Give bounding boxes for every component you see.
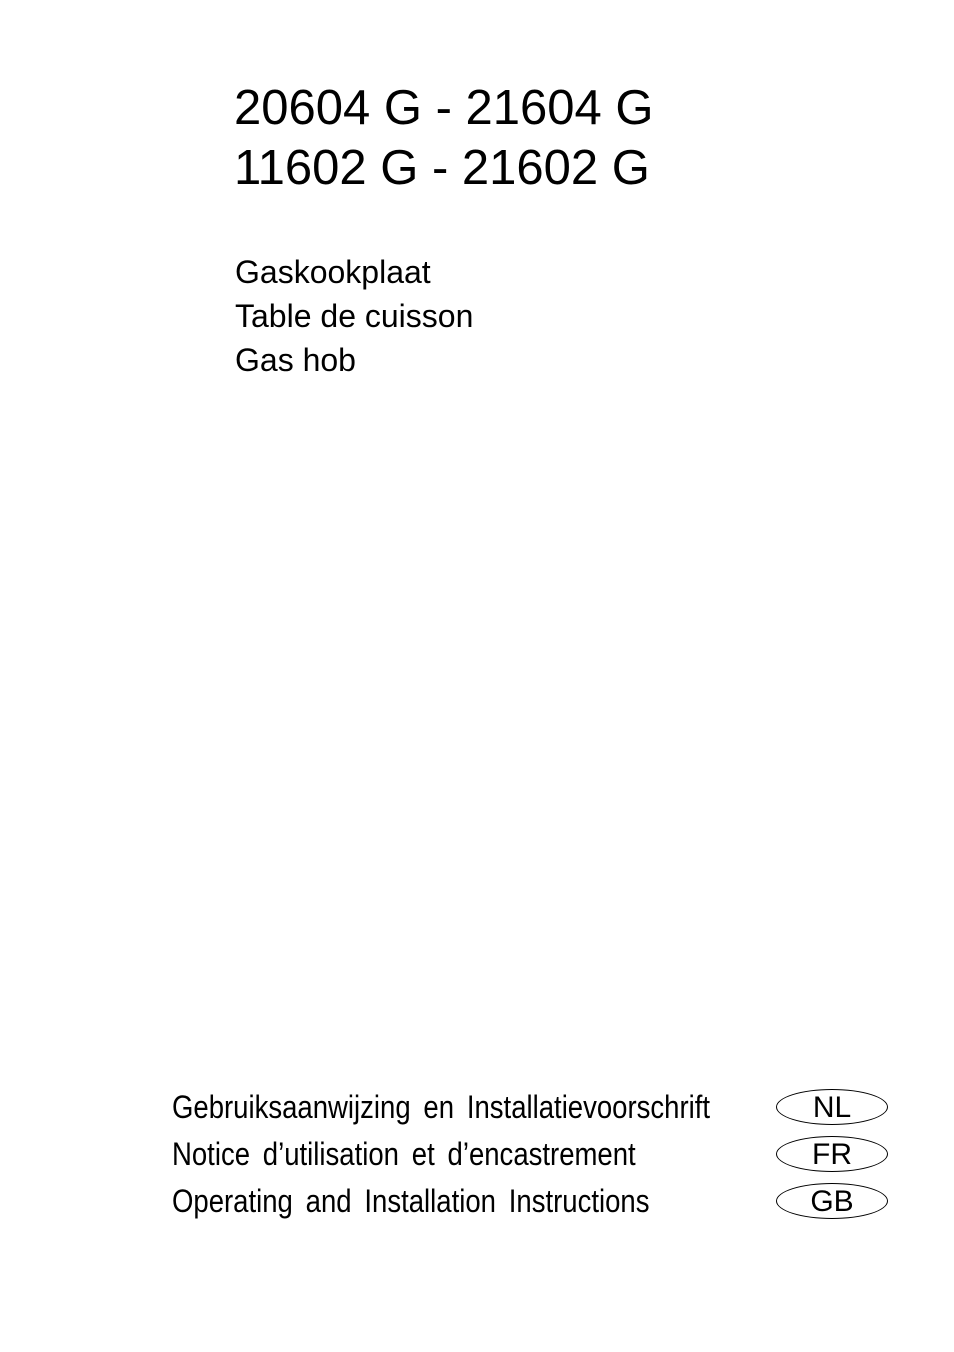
manual-title-gb: Operating and Installation Instructions xyxy=(172,1183,650,1219)
manual-title-nl: Gebruiksaanwijzing en Installatievoorschrift xyxy=(172,1089,711,1125)
product-name-gb: Gas hob xyxy=(235,342,356,378)
product-name-nl: Gaskookplaat xyxy=(235,254,431,290)
model-line-2: 11602 G - 21602 G xyxy=(234,141,650,195)
manual-language-list xyxy=(172,1084,902,1225)
manual-row-fr xyxy=(172,1131,902,1178)
language-badge-fr: FR xyxy=(776,1136,888,1172)
product-name-fr: Table de cuisson xyxy=(235,298,474,334)
language-badge-nl: NL xyxy=(776,1089,888,1125)
manual-title-fr: Notice d’utilisation et d’encastrement xyxy=(172,1136,636,1172)
language-badge-gb: GB xyxy=(776,1183,888,1219)
manual-row-nl xyxy=(172,1084,902,1131)
product-names xyxy=(235,250,473,382)
manual-row-gb xyxy=(172,1178,902,1225)
model-line-1: 20604 G - 21604 G xyxy=(234,81,654,135)
model-numbers xyxy=(234,78,654,198)
